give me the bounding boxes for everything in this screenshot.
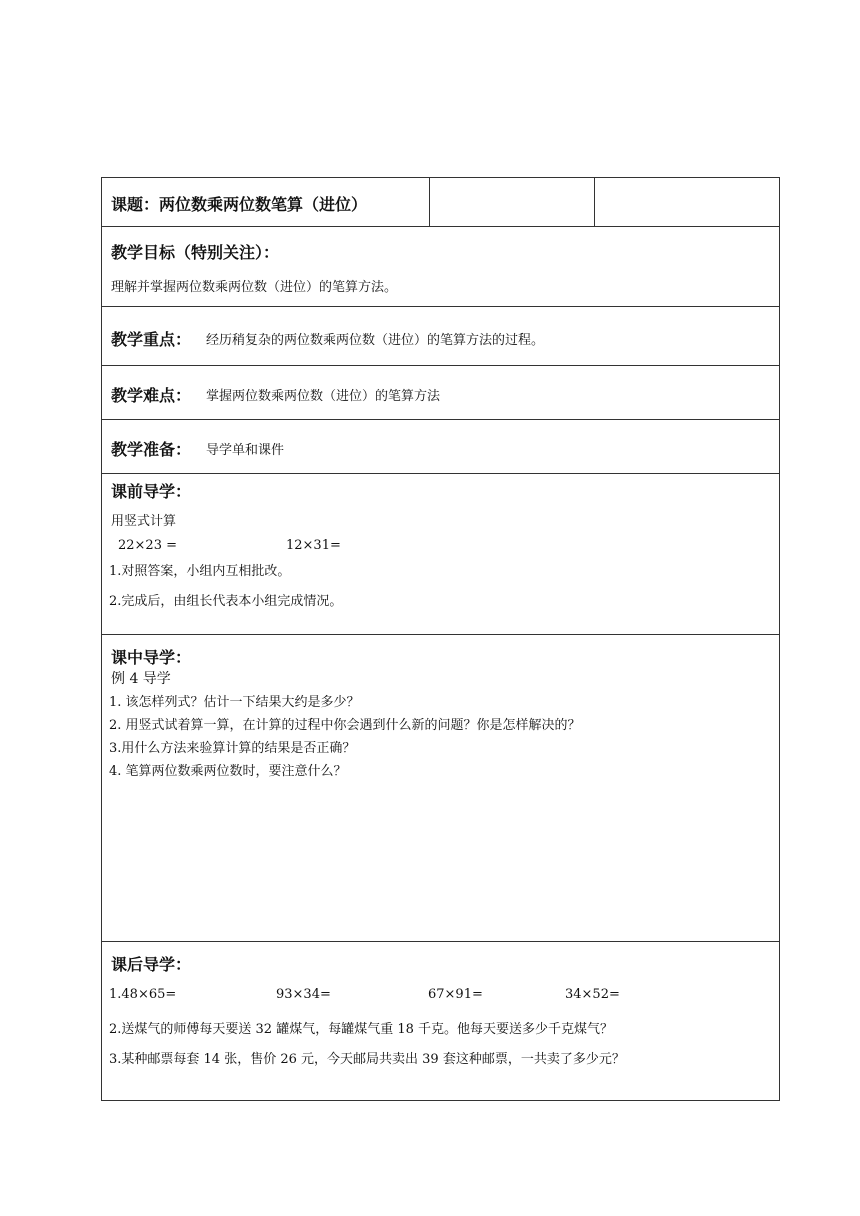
after-class-cell — [102, 942, 780, 1101]
title-value: 两位数乘两位数笔算（进位） — [159, 195, 368, 214]
in-class-question-3: 3.用什么方法来验算计算的结果是否正确？ — [109, 741, 356, 756]
after-class-problem-2: 2.送煤气的师傅每天要送 32 罐煤气，每罐煤气重 18 千克。他每天要送多少千克煤气？ — [109, 1022, 614, 1037]
goals-cell — [102, 227, 780, 307]
title-row — [102, 178, 780, 227]
key-point-text: 经历稍复杂的两位数乘两位数（进位）的笔算方法的过程。 — [206, 333, 545, 348]
difficulty-cell — [102, 366, 780, 420]
preparation-text: 导学单和课件 — [206, 443, 285, 458]
after-class-problem-3: 3.某种邮票每套 14 张，售价 26 元，今天邮局共卖出 39 套这种邮票，一共卖了多少元？ — [109, 1052, 625, 1067]
after-class-calc-4: 34×52= — [565, 987, 620, 1002]
title-blank-cell-1 — [430, 178, 595, 227]
goals-row — [102, 227, 780, 307]
title-blank-cell-2 — [595, 178, 780, 227]
in-class-question-2: 2. 用竖式试着算一算，在计算的过程中你会遇到什么新的问题？你是怎样解决的？ — [109, 718, 581, 733]
after-class-label: 课后导学： — [111, 955, 192, 974]
key-point-label: 教学重点： — [111, 330, 192, 349]
goals-text: 理解并掌握两位数乘两位数（进位）的笔算方法。 — [111, 280, 398, 295]
difficulty-label: 教学难点： — [111, 386, 192, 405]
in-class-question-4: 4. 笔算两位数乘两位数时，要注意什么？ — [109, 764, 347, 779]
key-point-cell — [102, 307, 780, 366]
goals-label: 教学目标（特别关注）： — [111, 243, 280, 262]
pre-class-exercise-1: 22×23 = — [118, 538, 178, 553]
title-cell — [102, 178, 430, 227]
pre-class-cell — [102, 474, 780, 635]
lesson-plan-table — [101, 177, 780, 1101]
key-point-row — [102, 307, 780, 366]
in-class-row — [102, 635, 780, 942]
after-class-calc-1: 1.48×65= — [109, 987, 177, 1002]
difficulty-text: 掌握两位数乘两位数（进位）的笔算方法 — [206, 389, 441, 404]
lesson-plan-page — [101, 177, 779, 1101]
pre-class-row — [102, 474, 780, 635]
after-class-calc-3: 67×91= — [428, 987, 483, 1002]
preparation-row — [102, 420, 780, 474]
preparation-cell — [102, 420, 780, 474]
title-label: 课题： — [111, 195, 160, 214]
in-class-label: 课中导学： — [111, 648, 192, 667]
pre-class-item-1: 1.对照答案，小组内互相批改。 — [109, 564, 291, 579]
in-class-cell — [102, 635, 780, 942]
pre-class-item-2: 2.完成后，由组长代表本小组完成情况。 — [109, 594, 343, 609]
after-class-row — [102, 942, 780, 1101]
pre-class-exercise-2: 12×31= — [286, 538, 341, 553]
preparation-label: 教学准备： — [111, 440, 192, 459]
in-class-example: 例 4 导学 — [111, 671, 171, 687]
after-class-calc-2: 93×34= — [276, 987, 331, 1002]
pre-class-intro: 用竖式计算 — [111, 514, 177, 529]
pre-class-label: 课前导学： — [111, 482, 192, 501]
in-class-question-1: 1. 该怎样列式？估计一下结果大约是多少？ — [109, 695, 360, 710]
difficulty-row — [102, 366, 780, 420]
